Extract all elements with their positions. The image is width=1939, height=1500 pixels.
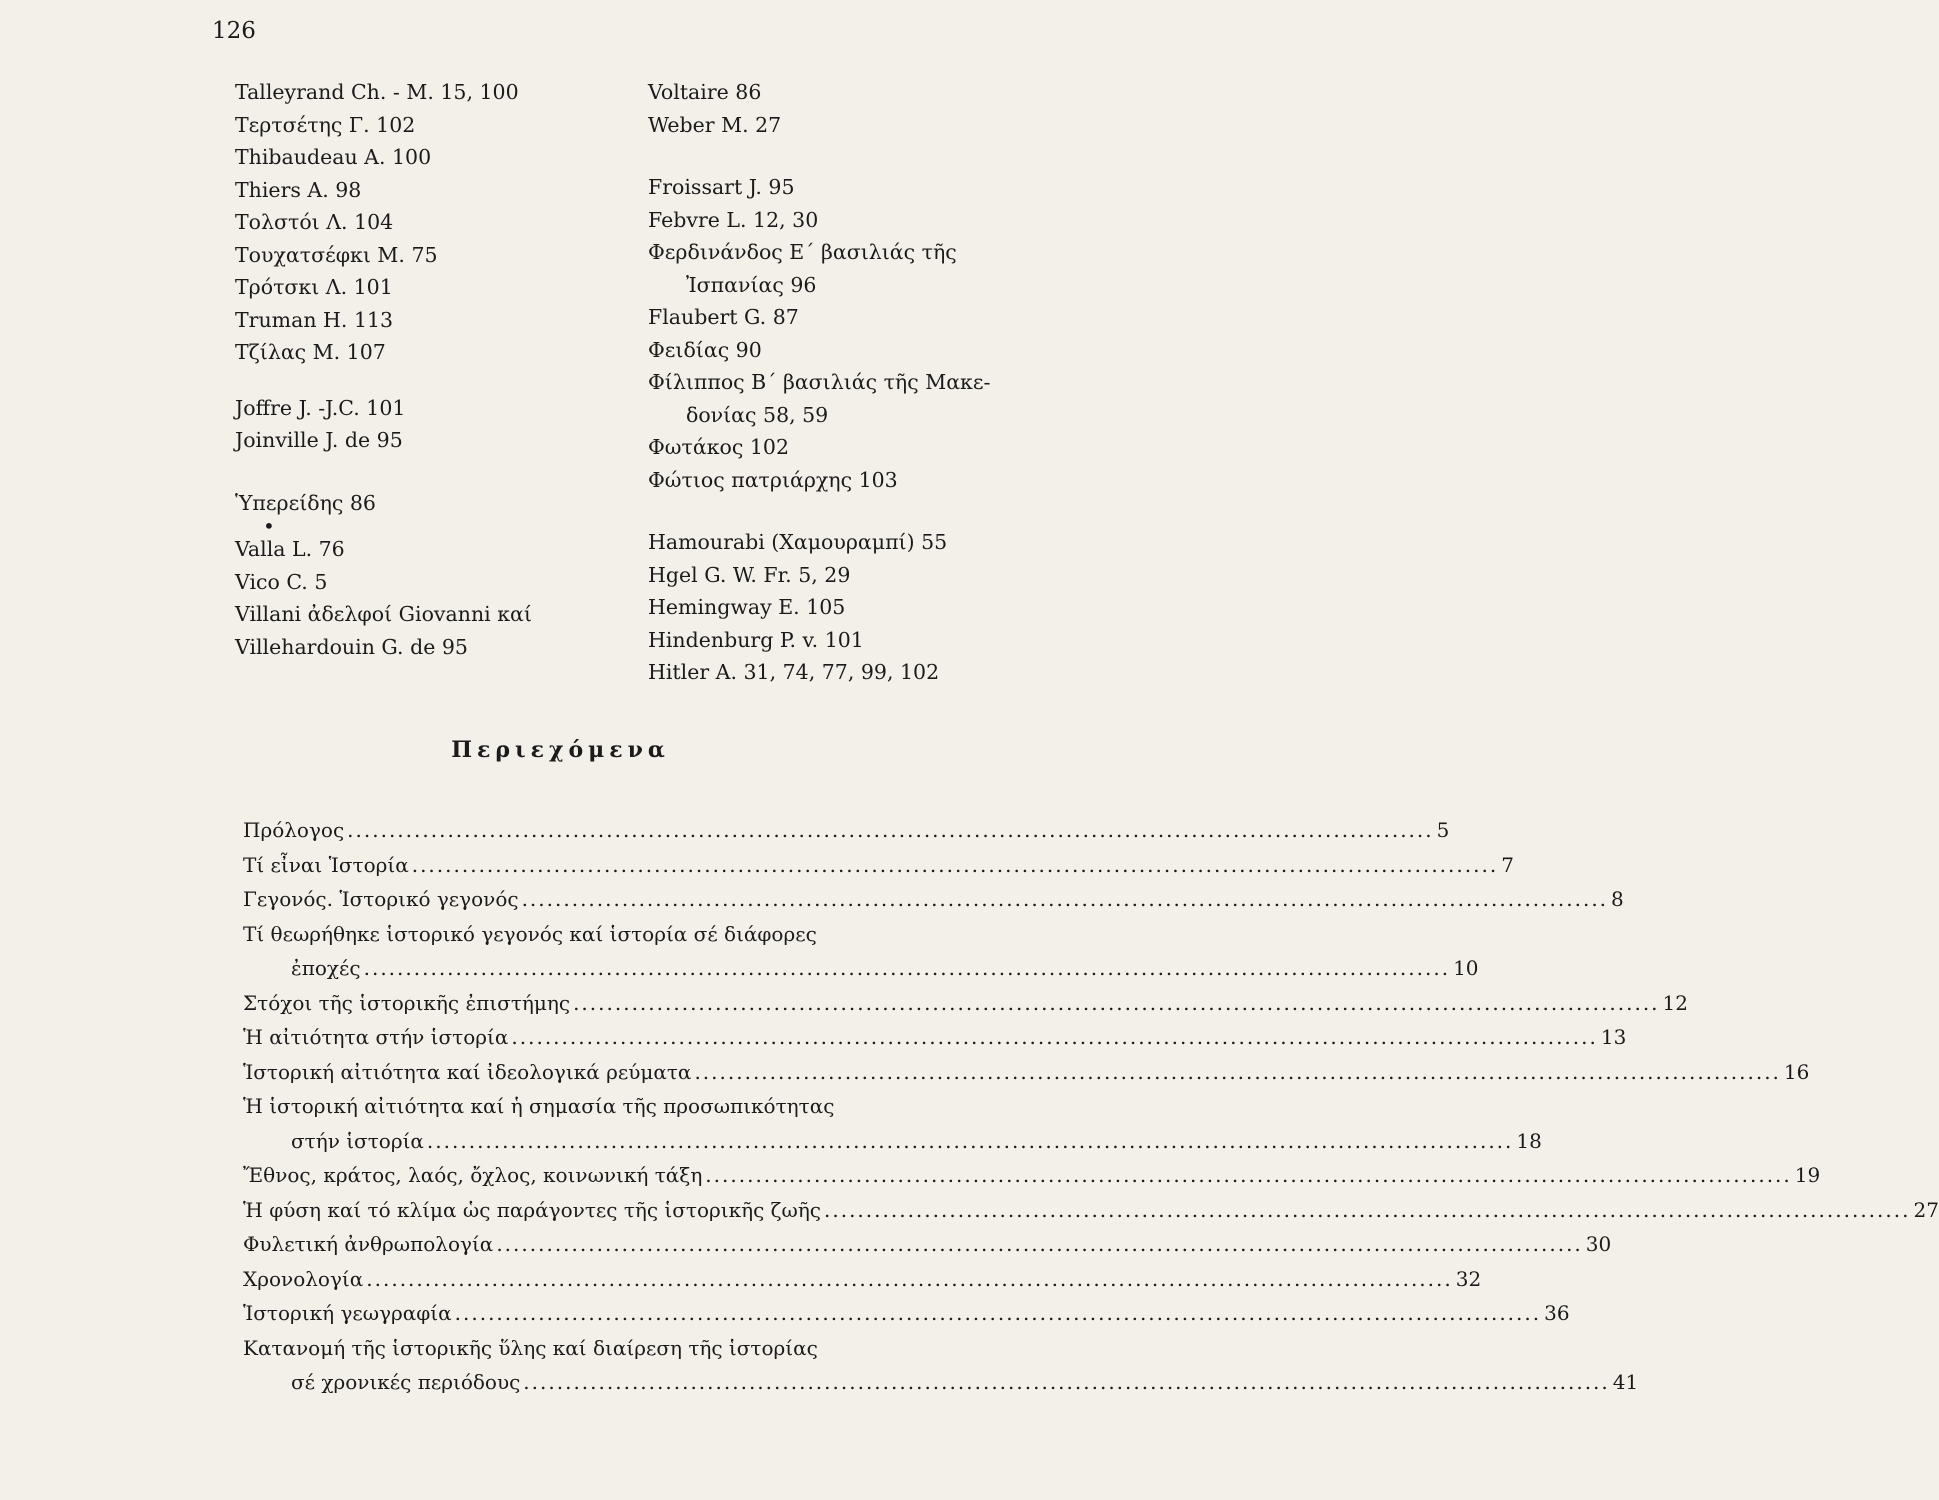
- index-letter-gap: [235, 369, 605, 392]
- index-entry: Villehardouin G. de 95: [235, 634, 468, 659]
- index-entry: Φωτάκος 102: [648, 435, 789, 459]
- index-entry: Joffre J. -J.C. 101: [235, 395, 406, 420]
- toc-entry-page: 32: [1455, 1266, 1482, 1291]
- index-entry: Febvre L. 12, 30: [648, 207, 819, 232]
- toc-leader-dots: ..................................................................................................................................: [511, 1025, 1598, 1049]
- toc-entry-title: Τί θεωρήθηκε ἱστορικό γεγονός καί ἱστορία σέ διάφορες: [243, 921, 817, 946]
- toc-leader-dots: ..................................................................................................................................: [824, 1197, 1911, 1222]
- toc-entry: [243, 1055, 1810, 1090]
- toc-entry: [243, 1262, 1482, 1297]
- index-entry: Τερτσέτης Γ. 102: [235, 112, 416, 137]
- toc-leader-dots: ..................................................................................................................................: [411, 852, 1499, 877]
- toc-entry-page: 41: [1612, 1370, 1639, 1394]
- toc-leader-dots: ..................................................................................................................................: [573, 990, 1660, 1015]
- toc-entry-title-continuation: στήν ἱστορία: [291, 1128, 424, 1153]
- toc-leader-dots: ..................................................................................................................................: [454, 1301, 1542, 1325]
- toc-entry-title: Στόχοι τῆς ἱστορικῆς ἐπιστήμης: [243, 990, 571, 1015]
- toc-entry-title: Ἔθνος, κράτος, λαός, ὄχλος, κοινωνική τάξη: [243, 1163, 703, 1187]
- index-entry: Talleyrand Ch. - M. 15, 100: [235, 80, 519, 104]
- index-entry: Hgel G. W. Fr. 5, 29: [648, 562, 851, 587]
- index-entry: Τρότσκι Λ. 101: [235, 275, 393, 299]
- index-entry: Weber M. 27: [648, 112, 782, 137]
- index-entry: Hemingway E. 105: [648, 595, 846, 619]
- index-entry: Vico C. 5: [235, 569, 328, 594]
- index-entry: Flaubert G. 87: [648, 305, 799, 329]
- toc-entry-title: Χρονολογία: [243, 1266, 364, 1291]
- page-number: 126: [212, 18, 256, 44]
- toc-leader-dots: ..................................................................................................................................: [366, 1266, 1453, 1291]
- toc-entry: [243, 1296, 1570, 1331]
- index-entry: Τουχατσέφκι Μ. 75: [235, 242, 438, 267]
- toc-entry-title: Γεγονός. Ἱστορικό γεγονός: [243, 887, 519, 911]
- toc-entry: [243, 813, 1450, 848]
- toc-entry-page: 10: [1453, 956, 1479, 980]
- toc-entry-page: 12: [1662, 990, 1688, 1015]
- index-column-right: [648, 76, 1048, 689]
- toc-entry: [243, 1158, 1821, 1193]
- toc-entry-page: 19: [1794, 1163, 1821, 1187]
- index-entry: Hitler A. 31, 74, 77, 99, 102: [648, 660, 940, 684]
- index-letter-gap: [648, 141, 1048, 171]
- toc-entry-page: 13: [1600, 1025, 1627, 1049]
- toc-entry-title-continuation: ἐποχές: [291, 956, 361, 980]
- table-of-contents: [243, 813, 1939, 1400]
- toc-entry-page: 8: [1611, 887, 1624, 911]
- toc-leader-dots: ..................................................................................................................................: [363, 956, 1451, 980]
- toc-entry: [243, 1227, 1612, 1262]
- index-entry: Valla L. 76: [235, 537, 345, 561]
- toc-leader-dots: ..................................................................................................................................: [496, 1232, 1583, 1256]
- toc-entry-title: Κατανομή τῆς ἱστορικῆς ὕλης καί διαίρεση τῆς ἱστορίας: [243, 1335, 818, 1360]
- index-entry: Voltaire 86: [648, 80, 762, 104]
- toc-leader-dots: ..................................................................................................................................: [705, 1163, 1792, 1187]
- toc-entry-title: Φυλετική ἀνθρωπολογία: [243, 1232, 494, 1256]
- index-column-left: [235, 76, 605, 663]
- toc-entry-title-continuation: σέ χρονικές περιόδους: [291, 1370, 521, 1394]
- toc-entry: [243, 1124, 1542, 1159]
- index-entry: Φερδινάνδος Ε΄ βασιλιάς τῆς: [648, 240, 957, 264]
- index-entry: Φώτιος πατριάρχης 103: [648, 467, 898, 492]
- toc-entry-page: 27: [1913, 1197, 1939, 1222]
- index-entry: Thibaudeau A. 100: [235, 145, 432, 169]
- toc-entry: [243, 1365, 1639, 1400]
- toc-leader-dots: ..................................................................................................................................: [347, 818, 1434, 842]
- index-entry: Τζίλας Μ. 107: [235, 340, 386, 364]
- toc-entry: [243, 986, 1688, 1021]
- toc-entry-title: Πρόλογος: [243, 818, 345, 842]
- index-entry: Thiers A. 98: [235, 177, 362, 202]
- toc-entry-title: Ἱστορική αἰτιότητα καί ἰδεολογικά ρεύματα: [243, 1059, 692, 1084]
- toc-entry: [243, 1193, 1939, 1228]
- toc-heading: Περιεχόμενα: [451, 737, 670, 763]
- toc-leader-dots: ..................................................................................................................................: [426, 1128, 1514, 1153]
- toc-entry-page: 7: [1501, 852, 1514, 877]
- index-entry: Villani ἀδελφοί Giovanni καί: [235, 602, 532, 626]
- index-entry: Φειδίας 90: [648, 337, 762, 362]
- toc-entry-page: 5: [1436, 818, 1450, 842]
- toc-leader-dots: ..................................................................................................................................: [521, 887, 1609, 911]
- index-entry: Ὑπερείδης 86: [235, 490, 376, 515]
- index-entry: Froissart J. 95: [648, 175, 795, 199]
- index-entry: Joinville J. de 95: [235, 428, 403, 452]
- toc-entry-title: Ἱστορική γεωγραφία: [243, 1301, 452, 1325]
- toc-entry-page: 18: [1516, 1128, 1542, 1153]
- index-entry-continuation: Ἰσπανίας 96: [686, 272, 817, 297]
- toc-entry-title: Τί εἶναι Ἱστορία: [243, 852, 409, 877]
- toc-entry: [243, 951, 1479, 986]
- index-entry: Τολστόι Λ. 104: [235, 210, 394, 234]
- ink-dot-mark: •: [263, 514, 275, 538]
- index-entry-continuation: δονίας 58, 59: [686, 402, 829, 427]
- toc-entry-page: 16: [1783, 1059, 1810, 1084]
- toc-entry-title: Ἡ αἰτιότητα στήν ἱστορία: [243, 1025, 509, 1049]
- toc-entry-page: 36: [1544, 1301, 1570, 1325]
- index-letter-gap: [235, 457, 605, 487]
- index-entry: Hindenburg P. v. 101: [648, 627, 864, 652]
- toc-entry-title: Ἡ φύση καί τό κλίμα ὡς παράγοντες τῆς ἱστορικῆς ζωῆς: [243, 1197, 821, 1222]
- index-letter-gap: [648, 496, 1048, 526]
- toc-leader-dots: ..................................................................................................................................: [523, 1370, 1610, 1394]
- index-entry: Hamourabi (Χαμουραμπί) 55: [648, 530, 948, 554]
- toc-entry-page: 30: [1585, 1232, 1612, 1256]
- index-entry: Φίλιππος Β΄ βασιλιάς τῆς Μακε-: [648, 370, 991, 394]
- toc-entry-title: Ἡ ἱστορική αἰτιότητα καί ἡ σημασία τῆς προσωπικότητας: [243, 1094, 835, 1118]
- toc-entry: [243, 848, 1514, 883]
- index-entry: Truman H. 113: [235, 307, 394, 332]
- toc-entry: [243, 882, 1624, 917]
- toc-entry: [243, 1020, 1627, 1055]
- toc-leader-dots: ..................................................................................................................................: [694, 1059, 1781, 1084]
